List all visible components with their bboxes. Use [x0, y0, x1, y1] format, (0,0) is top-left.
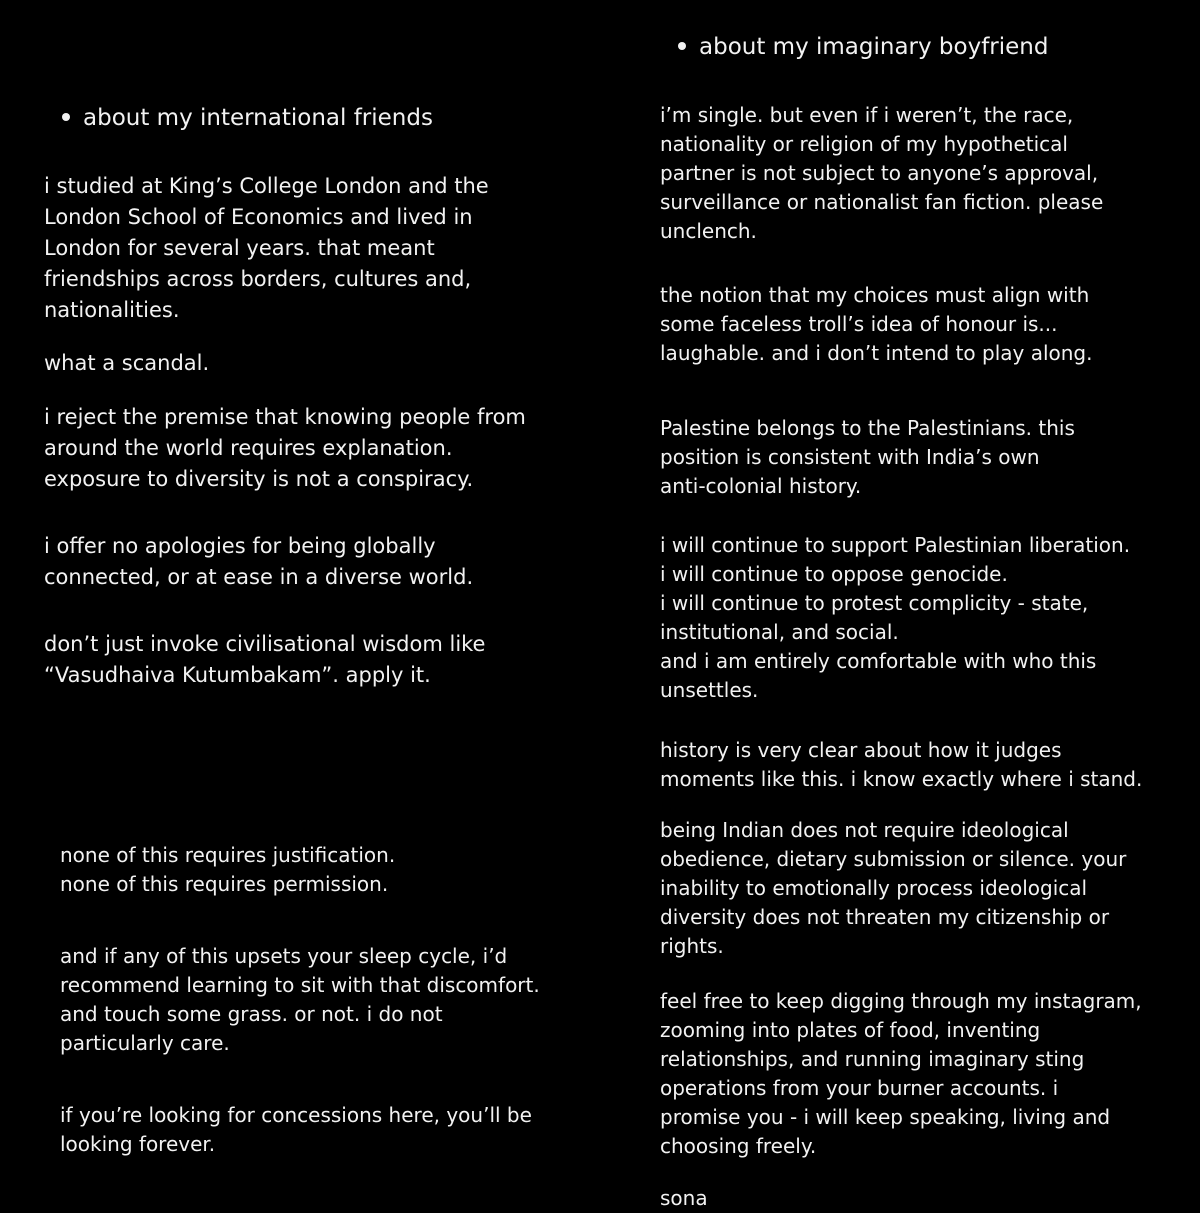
heading-text: about my imaginary boyfriend: [699, 34, 1049, 60]
paragraph-what-a-scandal: what a scandal.: [44, 351, 210, 375]
paragraph-palestine: Palestine belongs to the Palestinians. this position is consistent with India’s own anti-colonial history.: [660, 416, 1075, 498]
paragraph-no-justification: none of this requires justification. none of this requires permission.: [60, 843, 396, 896]
section-heading-international-friends: [62, 103, 433, 133]
paragraph-keep-digging: feel free to keep digging through my instagram, zooming into plates of food, inventing relationships, and running imaginary sting operations from your burner accounts. i promise you - i will keep speaking, living and choosing freely.: [660, 989, 1142, 1158]
paragraph-no-apologies: i offer no apologies for being globally connected, or at ease in a diverse world.: [44, 534, 474, 589]
paragraph-history-judges: history is very clear about how it judges moments like this. i know exactly where i stand.: [660, 738, 1143, 791]
paragraph-reject-premise: i reject the premise that knowing people from around the world requires explanation. exposure to diversity is not a conspiracy.: [44, 405, 526, 491]
signature-text: sona: [660, 1186, 708, 1210]
paragraph-vasudhaiva-kutumbakam: don’t just invoke civilisational wisdom like “Vasudhaiva Kutumbakam”. apply it.: [44, 632, 486, 687]
paragraph-no-concessions: if you’re looking for concessions here, you’ll be looking forever.: [60, 1103, 532, 1156]
paragraph-being-indian: being Indian does not require ideological obedience, dietary submission or silence. your inability to emotionally process ideological diversity does not threaten my citizenship or rights.: [660, 818, 1127, 958]
paragraph-continue-to-support: i will continue to support Palestinian liberation. i will continue to oppose genocide. i will continue to protest complicity - state, institutional, and social. and i am entirely comfortable with who this unsettles.: [660, 533, 1131, 702]
section-heading-imaginary-boyfriend: [678, 32, 1048, 62]
paragraph-notion-of-honour: the notion that my choices must align with some faceless troll’s idea of honour is... laughable. and i don’t intend to play along.: [660, 283, 1093, 365]
paragraph-sleep-cycle: and if any of this upsets your sleep cycle, i’d recommend learning to sit with that discomfort. and touch some grass. or not. i do not particularly care.: [60, 944, 540, 1055]
paragraph-single: i’m single. but even if i weren’t, the race, nationality or religion of my hypothetical partner is not subject to anyone’s approval, surveillance or nationalist fan fiction. please unclench.: [660, 103, 1104, 243]
bullet-icon: [62, 113, 70, 121]
paragraph-studied-in-london: i studied at King’s College London and the London School of Economics and lived in London for several years. that meant friendships across borders, cultures and, nationalities.: [44, 174, 489, 322]
heading-text: about my international friends: [83, 105, 433, 131]
bullet-icon: [678, 42, 686, 50]
